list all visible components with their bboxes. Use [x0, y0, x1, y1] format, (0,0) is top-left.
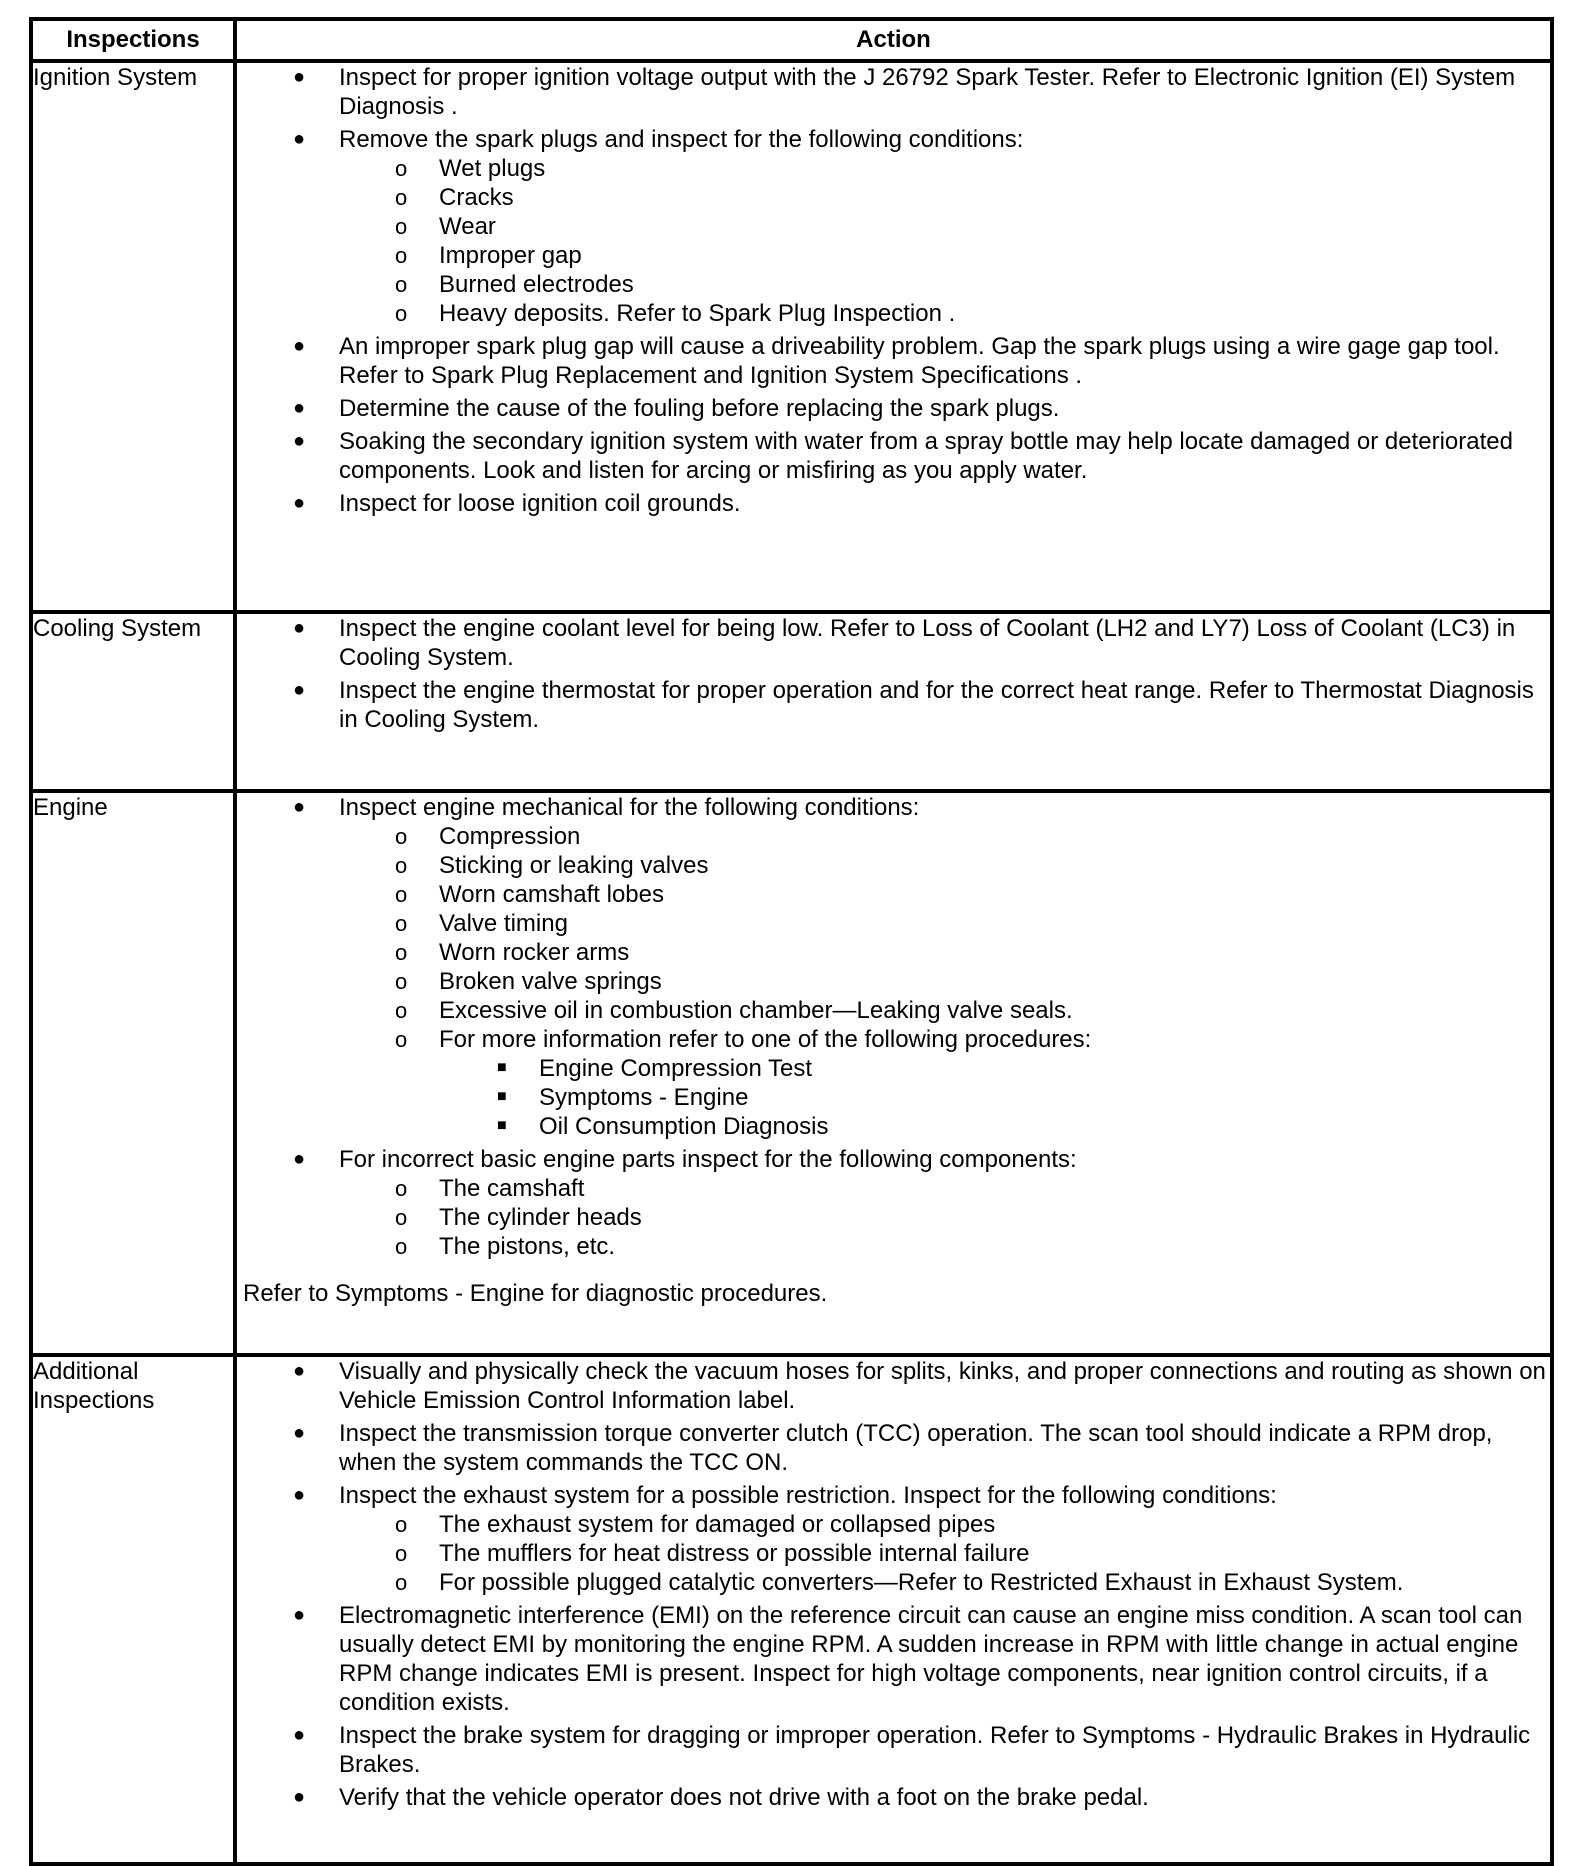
sub-list-item: o Wear	[395, 213, 496, 240]
table-row	[31, 612, 1552, 791]
circle-bullet-icon: o	[395, 1570, 408, 1595]
list-item: ● Soaking the secondary ignition system with water from a spray bottle may help locate damaged or deteriorated components. Look and listen for arcing or misfiring as you apply water.	[293, 428, 1513, 484]
circle-bullet-icon: o	[395, 911, 408, 936]
action-list	[237, 63, 1550, 518]
action-list	[237, 614, 1550, 734]
circle-bullet-icon: o	[395, 156, 408, 181]
list-item: ● Electromagnetic interference (EMI) on the reference circuit can cause an engine miss condition. A scan tool can usually detect EMI by monitoring the engine RPM. A sudden increase in RPM with little change in actual engine RPM change indicates EMI is present. Inspect for high voltage components, near ignition control circuits, if a condition exists.	[293, 1602, 1523, 1716]
action-list	[237, 1357, 1550, 1812]
sub-sub-list-item: ■ Symptoms - Engine	[497, 1084, 749, 1111]
circle-bullet-icon: o	[395, 940, 408, 965]
bullet-icon: ●	[293, 1422, 306, 1444]
action-cell	[235, 1355, 1552, 1864]
list-item: ● Inspect the engine coolant level for being low. Refer to Loss of Coolant (LH2 and LY7) Loss of Coolant (LC3) in Cooling System.	[293, 615, 1516, 671]
sub-list-item: o The camshaft	[395, 1175, 585, 1202]
sub-list	[339, 1174, 1550, 1261]
circle-bullet-icon: o	[395, 969, 408, 994]
circle-bullet-icon: o	[395, 1027, 408, 1052]
bullet-icon: ●	[293, 1484, 306, 1506]
sub-sub-list-item: ■ Oil Consumption Diagnosis	[497, 1113, 829, 1140]
sub-list-item: o The cylinder heads	[395, 1204, 642, 1231]
bullet-icon: ●	[293, 128, 306, 150]
sub-list-item: o For more information refer to one of the following procedures: ■ Engine Compression Test ■ Symptoms - Engine ■ Oil Consumption Diagnosis	[237, 1025, 1550, 1141]
sub-list-item: o Cracks	[395, 184, 514, 211]
bullet-icon: ●	[293, 796, 306, 818]
bullet-icon: ●	[293, 1786, 306, 1808]
bullet-icon: ●	[293, 66, 306, 88]
circle-bullet-icon: o	[395, 824, 408, 849]
list-item: ● Inspect engine mechanical for the following conditions: o Compression o Sticking or leaking valves o Worn camshaft lobes o Valve timing o Worn rocker arms o Broken valve springs o Excessive oil in combustion chamber—Leaking valve seals. o For more information refer to one of the following procedures: ■ Engine Compression Test ■ Symptoms - Engine ■ Oil Consumption Diagnosis	[237, 793, 1550, 1141]
bullet-icon: ●	[293, 430, 306, 452]
sub-list-item: o Wet plugs	[395, 155, 546, 182]
sub-list	[339, 822, 1550, 1141]
action-list	[237, 793, 1550, 1261]
sub-list	[339, 154, 1550, 328]
square-bullet-icon: ■	[497, 1088, 507, 1105]
circle-bullet-icon: o	[395, 1176, 408, 1201]
list-item: ● Inspect the transmission torque converter clutch (TCC) operation. The scan tool should indicate a RPM drop, when the system commands the TCC ON.	[293, 1420, 1493, 1476]
header-action: Action	[235, 19, 1552, 61]
sub-list-item: o Heavy deposits. Refer to Spark Plug Inspection .	[395, 300, 956, 327]
sub-list-item: o The pistons, etc.	[395, 1233, 616, 1260]
inspection-table	[29, 17, 1554, 1866]
list-item: ● Inspect for loose ignition coil grounds.	[293, 490, 741, 517]
circle-bullet-icon: o	[395, 214, 408, 239]
sub-list-item: o The exhaust system for damaged or collapsed pipes	[395, 1511, 996, 1538]
list-item: ● For incorrect basic engine parts inspect for the following components: o The camshaft o The cylinder heads o The pistons, etc.	[237, 1145, 1550, 1261]
circle-bullet-icon: o	[395, 1234, 408, 1259]
sub-list	[339, 1510, 1550, 1597]
list-item: ● Verify that the vehicle operator does not drive with a foot on the brake pedal.	[293, 1784, 1149, 1811]
inspection-label: Cooling System	[31, 612, 235, 791]
sub-list-item: o Compression	[395, 823, 581, 850]
sub-list-item: o Worn camshaft lobes	[395, 881, 664, 908]
list-item: ● Determine the cause of the fouling before replacing the spark plugs.	[293, 395, 1060, 422]
sub-list-item: o Valve timing	[395, 910, 568, 937]
action-cell	[235, 612, 1552, 791]
circle-bullet-icon: o	[395, 272, 408, 297]
circle-bullet-icon: o	[395, 243, 408, 268]
sub-list-item: o Broken valve springs	[395, 968, 662, 995]
sub-list-item: o For possible plugged catalytic converters—Refer to Restricted Exhaust in Exhaust System.	[395, 1569, 1404, 1596]
bullet-icon: ●	[293, 679, 306, 701]
inspection-label: Additional Inspections	[31, 1355, 235, 1864]
list-item: ● Visually and physically check the vacuum hoses for splits, kinks, and proper connections and routing as shown on Vehicle Emission Control Information label.	[293, 1358, 1546, 1414]
bullet-icon: ●	[293, 1604, 306, 1626]
table-row	[31, 1355, 1552, 1864]
circle-bullet-icon: o	[395, 998, 408, 1023]
sub-list-item: o Worn rocker arms	[395, 939, 630, 966]
sub-sub-list	[439, 1054, 1550, 1141]
header-row	[31, 19, 1552, 61]
inspection-label: Engine	[31, 791, 235, 1355]
bullet-icon: ●	[293, 335, 306, 357]
sub-list-item: o Excessive oil in combustion chamber—Leaking valve seals.	[395, 997, 1073, 1024]
bullet-icon: ●	[293, 397, 306, 419]
engine-note: Refer to Symptoms - Engine for diagnostic procedures.	[243, 1280, 828, 1307]
action-cell	[235, 791, 1552, 1355]
circle-bullet-icon: o	[395, 853, 408, 878]
circle-bullet-icon: o	[395, 1205, 408, 1230]
bullet-icon: ●	[293, 1360, 306, 1382]
sub-sub-list-item: ■ Engine Compression Test	[497, 1055, 813, 1082]
action-cell	[235, 61, 1552, 612]
list-item: ● Remove the spark plugs and inspect for the following conditions: o Wet plugs o Cracks o Wear o Improper gap o Burned electrodes o Heavy deposits. Refer to Spark Plug Inspection .	[237, 125, 1550, 328]
circle-bullet-icon: o	[395, 1512, 408, 1537]
list-item: ● Inspect the brake system for dragging or improper operation. Refer to Symptoms - Hydraulic Brakes in Hydraulic Brakes.	[293, 1722, 1531, 1778]
bullet-icon: ●	[293, 492, 306, 514]
bullet-icon: ●	[293, 617, 306, 639]
circle-bullet-icon: o	[395, 301, 408, 326]
header-inspections: Inspections	[31, 19, 235, 61]
list-item: ● Inspect the exhaust system for a possible restriction. Inspect for the following conditions: o The exhaust system for damaged or collapsed pipes o The mufflers for heat distress or possible internal failure o For possible plugged catalytic converters—Refer to Restricted Exhaust in Exhaust System.	[237, 1481, 1550, 1597]
sub-list-item: o Sticking or leaking valves	[395, 852, 709, 879]
table-row	[31, 791, 1552, 1355]
square-bullet-icon: ■	[497, 1059, 507, 1076]
inspection-label: Ignition System	[31, 61, 235, 612]
bullet-icon: ●	[293, 1148, 306, 1170]
list-item: ● Inspect the engine thermostat for proper operation and for the correct heat range. Refer to Thermostat Diagnosis in Cooling System.	[293, 677, 1534, 733]
circle-bullet-icon: o	[395, 882, 408, 907]
circle-bullet-icon: o	[395, 1541, 408, 1566]
table-row	[31, 61, 1552, 612]
sub-list-item: o Improper gap	[395, 242, 582, 269]
sub-list-item: o Burned electrodes	[395, 271, 634, 298]
bullet-icon: ●	[293, 1724, 306, 1746]
square-bullet-icon: ■	[497, 1117, 507, 1134]
sub-list-item: o The mufflers for heat distress or possible internal failure	[395, 1540, 1030, 1567]
list-item: ● An improper spark plug gap will cause a driveability problem. Gap the spark plugs using a wire gage gap tool. Refer to Spark Plug Replacement and Ignition System Specifications .	[293, 333, 1500, 389]
circle-bullet-icon: o	[395, 185, 408, 210]
list-item: ● Inspect for proper ignition voltage output with the J 26792 Spark Tester. Refer to Electronic Ignition (EI) System Diagnosis .	[293, 64, 1516, 120]
